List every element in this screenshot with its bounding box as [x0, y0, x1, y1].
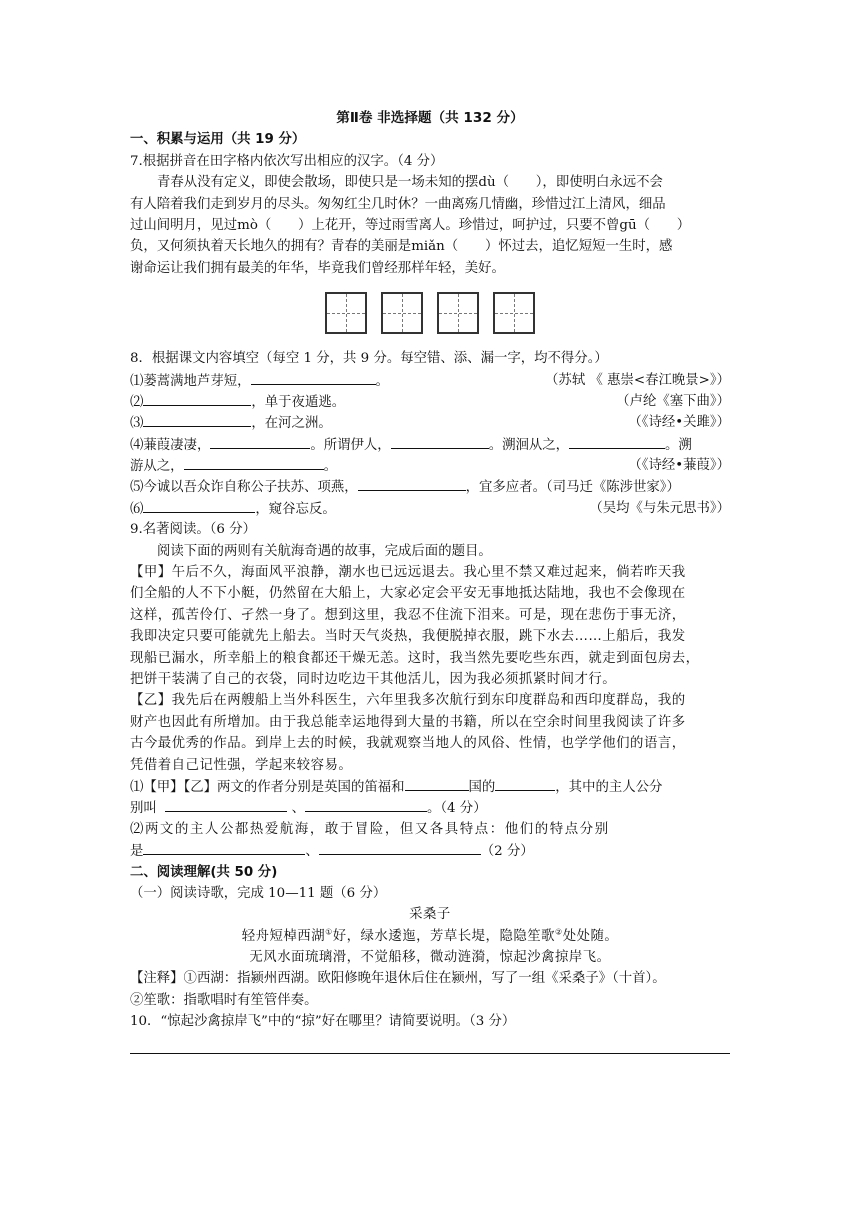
q9-text: 。（4 分）	[426, 801, 487, 817]
q8-item-6	[130, 498, 730, 519]
q8-text: 。溯	[665, 437, 692, 453]
q8-text: ，窥谷忘反。	[255, 501, 336, 517]
q8-text: 游从之，	[130, 459, 184, 475]
answer-blank[interactable]	[184, 455, 324, 470]
passage-jia-line: 我即决定只要可能就先上船去。当时天气炎热，我便脱掉衣服，跳下水去……上船后，我发	[130, 629, 686, 645]
tianzige-box[interactable]	[381, 292, 423, 334]
q9-intro: 阅读下面的两则有关航海奇遇的故事，完成后面的题目。	[157, 543, 492, 559]
footnote-mark: ②	[555, 927, 563, 937]
q8-source: （《诗经•关雎》）	[628, 415, 730, 431]
poem-title: 采桑子	[409, 907, 451, 923]
poem-text: 处处随。	[562, 928, 619, 944]
answer-blank[interactable]	[210, 434, 310, 449]
q9-sub-2: ⑵两文的主人公都热爱航海，敢于冒险，但又各具特点：他们的特点分别	[130, 821, 610, 837]
q9-text: ，其中的主人公分	[555, 779, 663, 795]
poem-line-2: 无风水面琉璃滑，不觉船移，微动涟漪，惊起沙禽掠岸飞。	[249, 950, 611, 966]
q8-text: ⑸今诚以吾众诈自称公子扶苏、项燕，	[130, 480, 358, 496]
footnote-mark: ①	[325, 927, 333, 937]
exam-page	[130, 108, 730, 1054]
tianzige-box[interactable]	[493, 292, 535, 334]
q7-paragraph-line: 有人陪着我们走到岁月的尽头。匆匆红尘几时休？一曲离殇几情幽，珍惜过江上清风，细品	[130, 196, 666, 212]
poem-line-1	[130, 926, 730, 947]
q10-heading: 10．“惊起沙禽掠岸飞”中的“掠”好在哪里？请简要说明。（3 分）	[130, 1014, 516, 1030]
answer-blank[interactable]	[358, 476, 466, 491]
answer-blank[interactable]	[143, 391, 251, 406]
poem-text: 好，绿水逶迤，芳草长堤，隐隐笙歌	[332, 928, 556, 944]
q8-source: （苏轼 《 惠崇<春江晚景>》）	[545, 372, 730, 388]
answer-blank[interactable]	[305, 797, 427, 812]
q9-heading: 9.名著阅读。（6 分）	[130, 522, 256, 538]
page-title: 第Ⅱ卷 非选择题（共 132 分）	[336, 110, 524, 126]
q8-text: 。	[323, 459, 337, 475]
poem-text: 轻舟短棹西湖	[241, 928, 326, 944]
q8-text: ，宜多应者。（司马迁《陈涉世家》）	[465, 480, 680, 496]
passage-jia-line: 们全船的人不下小艇，仍然留在大船上，大家必定会平安无事地抵达陆地，我也不会像现在	[130, 586, 686, 602]
q8-item-5	[130, 476, 730, 497]
q8-text: ⑹	[130, 501, 144, 517]
q8-item-3	[130, 412, 730, 433]
q8-text: ⑴蒌蒿满地芦芽短，	[130, 373, 251, 389]
q8-source: （吴均《与朱元思书》）	[589, 500, 730, 516]
q8-source: （卢纶《塞下曲》）	[616, 393, 730, 409]
q8-text: ⑵	[130, 394, 144, 410]
answer-blank[interactable]	[391, 434, 489, 449]
annotation-line: ②笙歌：指歌唱时有笙管伴奏。	[130, 992, 318, 1008]
q8-text: ，在河之洲。	[251, 416, 332, 432]
answer-blank[interactable]	[143, 412, 251, 427]
q8-item-1	[130, 370, 730, 391]
q9-text: 、	[291, 801, 305, 817]
q9-sub-1	[130, 776, 730, 797]
tianzige-grid	[130, 292, 730, 334]
q8-text: 。	[375, 373, 389, 389]
section-heading-2: 二、阅读理解(共 50 分)	[130, 864, 278, 880]
q7-paragraph-line: 负，又何须执着天长地久的拥有？青春的美丽是miǎn（ ）怀过去，追忆短短一生时，感	[130, 239, 673, 255]
q8-source: （《诗经•蒹葭》）	[628, 458, 730, 474]
q8-text: ⑷蒹葭凄凄，	[130, 437, 211, 453]
q9-sub-1-cont	[130, 797, 730, 818]
q9-sub-2-cont	[130, 840, 730, 861]
annotation-line: 【注释】①西湖：指颍州西湖。欧阳修晚年退休后住在颍州，写了一组《采桑子》（十首）。	[130, 971, 666, 987]
answer-blank[interactable]	[405, 776, 469, 791]
q8-text: ，单于夜遁逃。	[251, 394, 346, 410]
answer-blank[interactable]	[143, 498, 255, 513]
q9-text: 别叫	[130, 801, 157, 817]
q8-text: 。所谓伊人，	[310, 437, 391, 453]
tianzige-box[interactable]	[325, 292, 367, 334]
reading-part-1: （一）阅读诗歌，完成 10—11 题（6 分）	[130, 885, 387, 901]
q8-heading: 8．根据课文内容填空（每空 1 分，共 9 分。每空错、添、漏一字，均不得分。）	[130, 351, 608, 367]
q7-paragraph-line: 青春从没有定义，即使会散场，即使只是一场未知的摆dù（ ），即使明白永远不会	[157, 175, 663, 191]
passage-jia-line: 现船已漏水，所幸船上的粮食都还干燥无恙。这时，我当然先要吃些东西，就走到面包房去，	[130, 650, 700, 666]
tianzige-box[interactable]	[437, 292, 479, 334]
answer-blank[interactable]	[251, 370, 376, 385]
q9-text: ⑴【甲】【乙】两文的作者分别是英国的笛福和	[130, 779, 405, 795]
q7-paragraph-line: 过山间明月，见过mò（ ）上花开，等过雨雪离人。珍惜过，呵护过，只要不曾gū（ ）	[130, 217, 691, 233]
answer-blank[interactable]	[569, 434, 665, 449]
q8-text: 。溯洄从之，	[488, 437, 570, 453]
passage-yi-line: 凭借着自己记性强，学起来较容易。	[130, 757, 353, 773]
q7-paragraph-line: 谢命运让我们拥有最美的年华，毕竟我们曾经那样年轻，美好。	[130, 260, 505, 276]
answer-blank[interactable]	[495, 776, 555, 791]
q8-item-2	[130, 391, 730, 412]
passage-jia-line: 【甲】午后不久，海面风平浪静，潮水也已远远退去。我心里不禁又难过起来，倘若昨天我	[130, 565, 686, 581]
q8-item-4	[130, 434, 730, 455]
answer-blank[interactable]	[143, 840, 305, 855]
passage-yi-line: 【乙】我先后在两艘船上当外科医生，六年里我多次航行到东印度群岛和西印度群岛，我的	[130, 693, 686, 709]
answer-blank[interactable]	[319, 840, 481, 855]
q9-text: 、	[305, 844, 319, 860]
q9-text: 国的	[468, 779, 496, 795]
passage-jia-line: 把饼干装满了自己的衣袋，同时边吃边干其他活儿，因为我必须抓紧时间才行。	[130, 671, 617, 687]
q8-text: ⑶	[130, 416, 144, 432]
q7-heading: 7.根据拼音在田字格内依次写出相应的汉字。（4 分）	[130, 153, 444, 169]
answer-blank[interactable]	[165, 797, 287, 812]
section-heading-1: 一、积累与运用（共 19 分）	[130, 132, 306, 148]
q9-text: （2 分）	[480, 844, 534, 860]
q9-text: 是	[130, 844, 144, 860]
q8-item-4-cont	[130, 455, 730, 476]
passage-jia-line: 这样，孤苦伶仃、孑然一身了。想到这里，我忍不住流下泪来。可是，现在悲伤于事无济，	[130, 607, 686, 623]
answer-line[interactable]	[130, 1035, 730, 1054]
passage-yi-line: 古今最优秀的作品。到岸上去的时候，我就观察当地人的风俗、性情，也学学他们的语言，	[130, 736, 686, 752]
passage-yi-line: 财产也因此有所增加。由于我总能幸运地得到大量的书籍，所以在空余时间里我阅读了许多	[130, 714, 686, 730]
